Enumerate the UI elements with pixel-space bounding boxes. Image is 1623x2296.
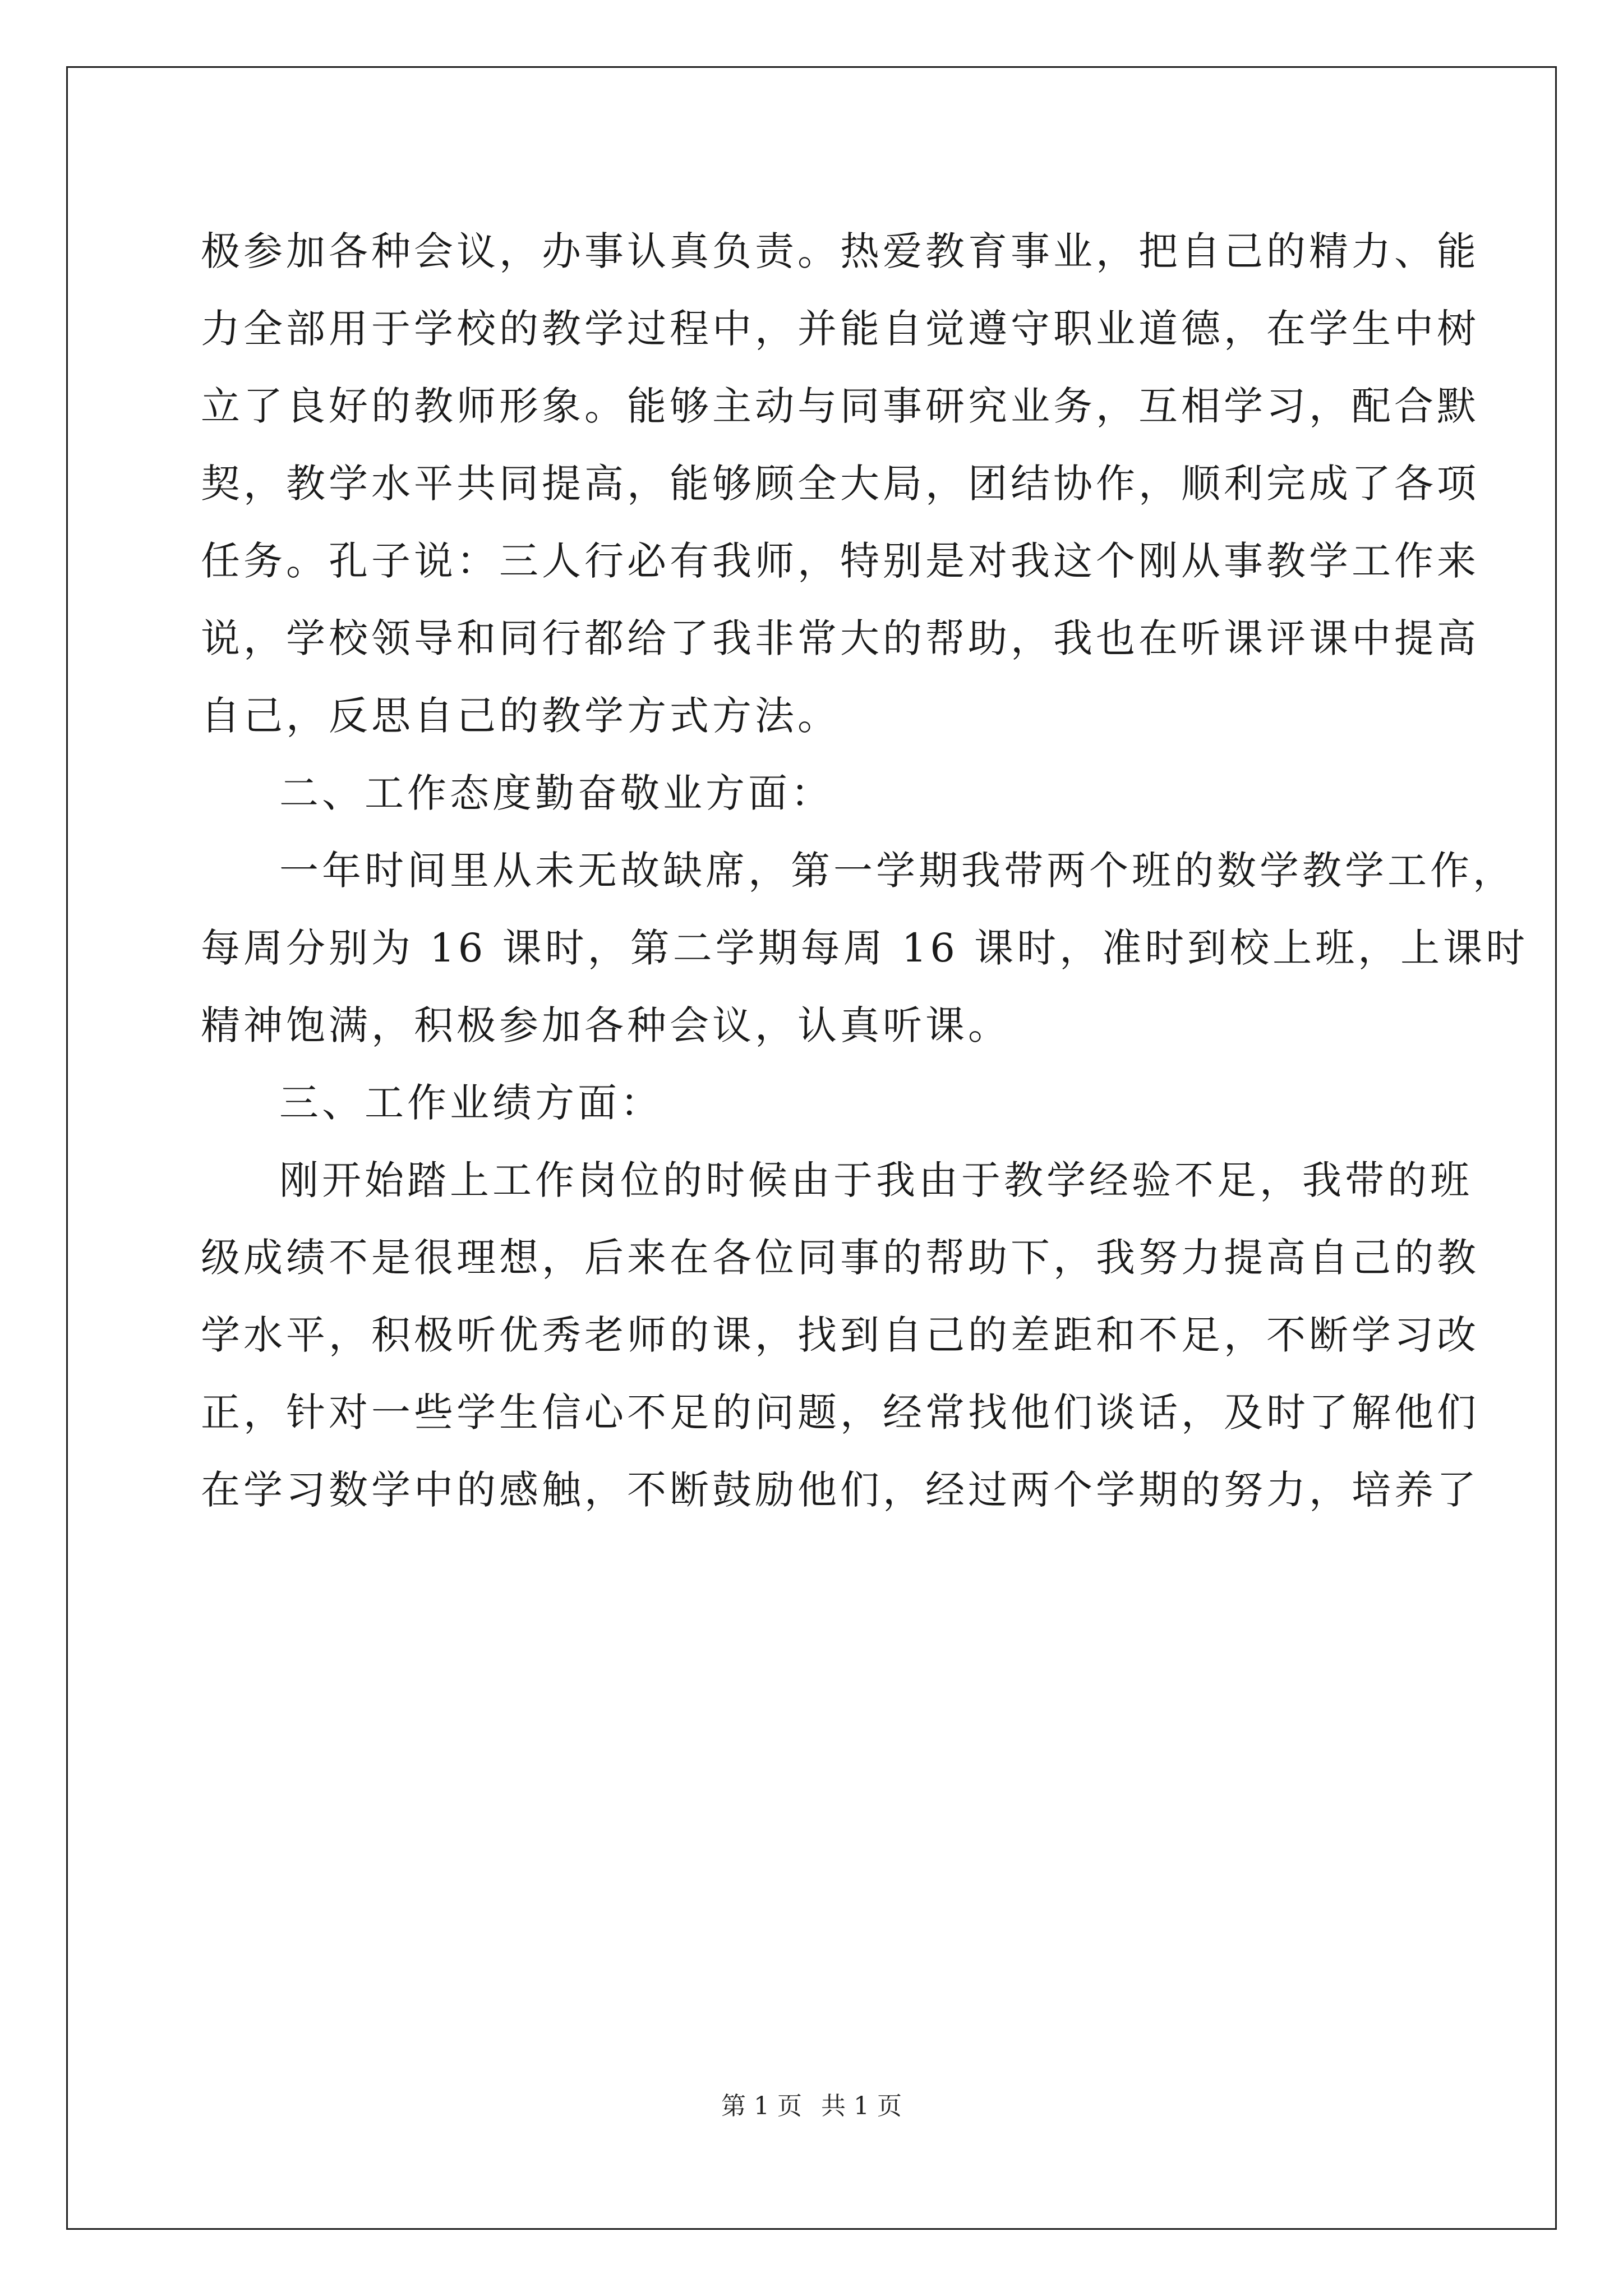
- text-line: 在学习数学中的感触，不断鼓励他们，经过两个学期的努力，培养了: [201, 1467, 1479, 1513]
- text-line: 学水平，积极听优秀老师的课，找到自己的差距和不足，不断学习改: [201, 1312, 1479, 1358]
- text-line: 契，教学水平共同提高，能够顾全大局，团结协作，顺利完成了各项: [201, 461, 1479, 507]
- text-line: 正，针对一些学生信心不足的问题，经常找他们谈话，及时了解他们: [201, 1389, 1479, 1435]
- text-line: 极参加各种会议，办事认真负责。热爱教育事业，把自己的精力、能: [201, 228, 1479, 274]
- page-number: 第 1 页: [721, 2092, 802, 2120]
- section-heading: 三、工作业绩方面：: [279, 1080, 663, 1126]
- text-line: 力全部用于学校的教学过程中，并能自觉遵守职业道德，在学生中树: [201, 306, 1479, 352]
- text-line: 说，学校领导和同行都给了我非常大的帮助，我也在听课评课中提高: [201, 615, 1479, 661]
- text-line: 刚开始踏上工作岗位的时候由于我由于教学经验不足，我带的班: [279, 1157, 1473, 1203]
- text-line: 自己，反思自己的教学方式方法。: [201, 693, 840, 739]
- page-total: 共 1 页: [821, 2092, 902, 2120]
- page-footer: [0, 2090, 1623, 2123]
- text-line: 立了良好的教师形象。能够主动与同事研究业务，互相学习，配合默: [201, 383, 1479, 429]
- text-line: 任务。孔子说：三人行必有我师，特别是对我这个刚从事教学工作来: [201, 538, 1479, 584]
- text-line: 精神饱满，积极参加各种会议，认真听课。: [201, 1002, 1011, 1048]
- text-line: 每周分别为 16 课时，第二学期每周 16 课时，准时到校上班，上课时: [201, 925, 1529, 971]
- section-heading: 二、工作态度勤奋敬业方面：: [279, 770, 833, 816]
- text-line: 一年时间里从未无故缺席，第一学期我带两个班的数学教学工作，: [279, 848, 1515, 894]
- text-line: 级成绩不是很理想，后来在各位同事的帮助下，我努力提高自己的教: [201, 1235, 1479, 1281]
